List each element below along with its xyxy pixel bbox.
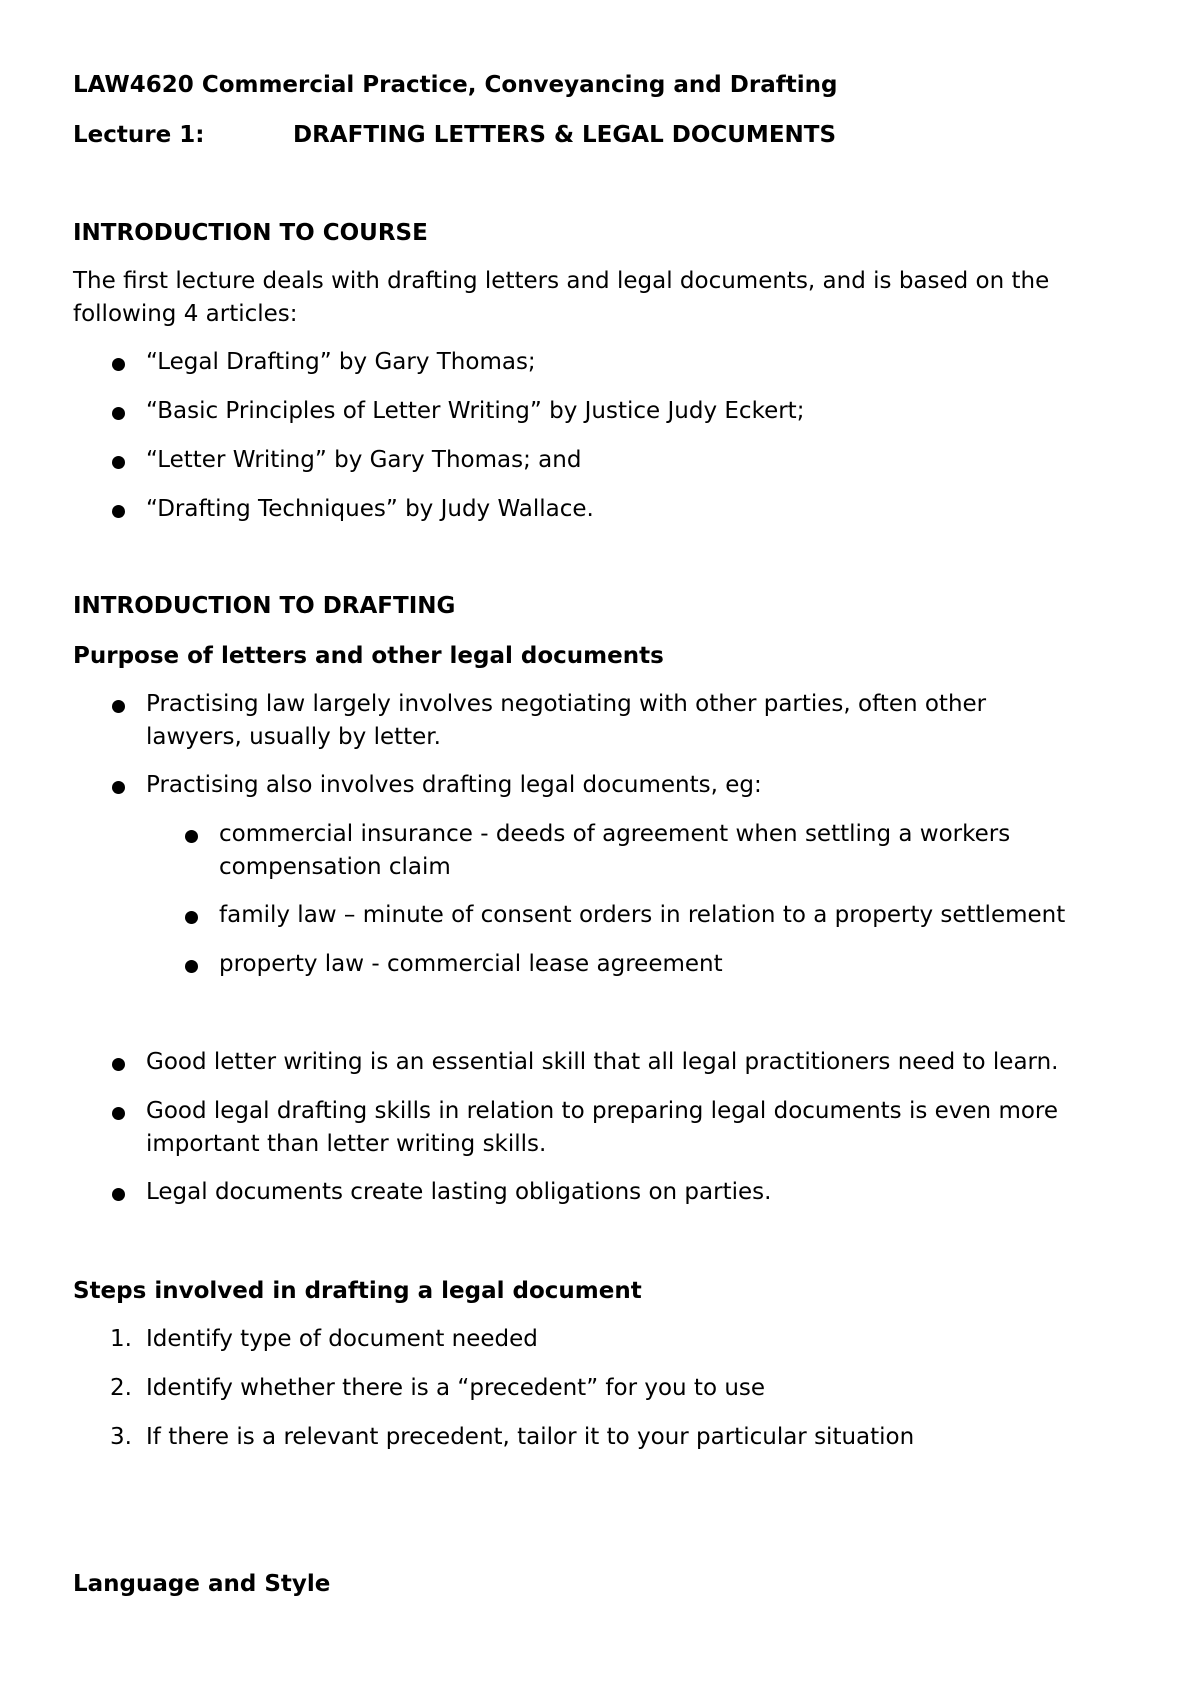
bullet-icon (185, 911, 198, 924)
article-item: “Legal Drafting” by Gary Thomas; (146, 349, 536, 375)
step-item: Identify type of document needed (146, 1326, 538, 1352)
purpose-bullet-3: Good letter writing is an essential skill that all legal practitioners need to learn. (146, 1049, 1059, 1075)
bullet-icon (112, 1107, 125, 1120)
subheading-language-style: Language and Style (73, 1571, 331, 1597)
bullet-icon (112, 700, 125, 713)
section-heading-intro-course: INTRODUCTION TO COURSE (73, 220, 428, 246)
article-item: “Drafting Techniques” by Judy Wallace. (146, 496, 594, 522)
article-item: “Letter Writing” by Gary Thomas; and (146, 447, 582, 473)
step-item: If there is a relevant precedent, tailor it to your particular situation (146, 1424, 915, 1450)
sub-bullet-1-line-2: compensation claim (219, 854, 451, 880)
sub-bullet-2: family law – minute of consent orders in relation to a property settlement (219, 902, 1066, 928)
section-heading-intro-drafting: INTRODUCTION TO DRAFTING (73, 593, 456, 619)
step-number: 2. (110, 1375, 132, 1401)
bullet-icon (112, 505, 125, 518)
bullet-icon (112, 1188, 125, 1201)
intro-paragraph-line-1: The first lecture deals with drafting letters and legal documents, and is based on the (73, 268, 1050, 294)
bullet-icon (185, 960, 198, 973)
purpose-bullet-2: Practising also involves drafting legal documents, eg: (146, 772, 762, 798)
course-title: LAW4620 Commercial Practice, Conveyancing and Drafting (73, 72, 838, 98)
sub-bullet-3: property law - commercial lease agreement (219, 951, 723, 977)
step-number: 3. (110, 1424, 132, 1450)
purpose-bullet-4-line-2: important than letter writing skills. (146, 1131, 547, 1157)
bullet-icon (185, 830, 198, 843)
bullet-icon (112, 1058, 125, 1071)
subheading-steps: Steps involved in drafting a legal document (73, 1278, 642, 1304)
sub-bullet-1-line-1: commercial insurance - deeds of agreement when settling a workers (219, 821, 1011, 847)
purpose-bullet-5: Legal documents create lasting obligations on parties. (146, 1179, 772, 1205)
bullet-icon (112, 781, 125, 794)
intro-paragraph-line-2: following 4 articles: (73, 301, 298, 327)
bullet-icon (112, 358, 125, 371)
purpose-bullet-1-line-1: Practising law largely involves negotiating with other parties, often other (146, 691, 987, 717)
bullet-icon (112, 456, 125, 469)
bullet-icon (112, 407, 125, 420)
article-item: “Basic Principles of Letter Writing” by Justice Judy Eckert; (146, 398, 805, 424)
lecture-title: DRAFTING LETTERS & LEGAL DOCUMENTS (293, 122, 837, 148)
step-number: 1. (110, 1326, 132, 1352)
lecture-label: Lecture 1: (73, 122, 205, 148)
step-item: Identify whether there is a “precedent” for you to use (146, 1375, 766, 1401)
purpose-bullet-1-line-2: lawyers, usually by letter. (146, 724, 441, 750)
subheading-purpose: Purpose of letters and other legal documents (73, 643, 664, 669)
purpose-bullet-4-line-1: Good legal drafting skills in relation to preparing legal documents is even more (146, 1098, 1059, 1124)
